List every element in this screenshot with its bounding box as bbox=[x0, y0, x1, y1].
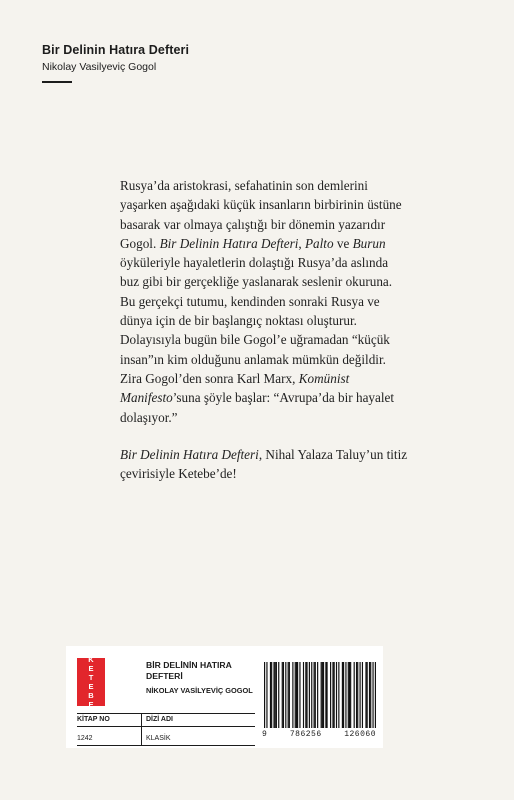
logo-letter: E bbox=[88, 664, 94, 673]
barcode-bar bbox=[273, 662, 274, 728]
barcode-bar bbox=[334, 662, 335, 728]
paragraph-text: , Nihal Yalaza Taluy’un titiz çevirisiyle Ketebe’de! bbox=[120, 446, 408, 482]
col-header-book-no: KİTAP NO bbox=[77, 716, 110, 723]
book-header bbox=[42, 43, 189, 83]
col-header-series: DİZİ ADI bbox=[146, 716, 173, 723]
barcode-bar bbox=[322, 662, 323, 728]
barcode-bar bbox=[297, 662, 298, 728]
blurb-paragraph-1 bbox=[120, 176, 410, 427]
barcode-bar bbox=[350, 662, 351, 728]
header-rule bbox=[42, 81, 72, 83]
barcode-bar bbox=[359, 662, 360, 728]
barcode-bar bbox=[349, 662, 350, 728]
label-divider-bottom bbox=[77, 745, 255, 746]
italic-title-text: Bir Delinin Hatıra Defteri bbox=[120, 446, 259, 462]
book-title: Bir Delinin Hatıra Defteri bbox=[42, 43, 190, 57]
publisher-logo bbox=[77, 655, 105, 709]
barcode-bar bbox=[305, 662, 306, 728]
barcode-bar bbox=[348, 662, 349, 728]
barcode-bar bbox=[365, 662, 366, 728]
paragraph-text: Rusya’da aristokrasi, sefahatinin son demlerini yaşarken aşağıdaki küçük insanların birbirinin üstüne basarak var olmaya çalıştığı bir dönemin yazarıdır Gogol. bbox=[120, 178, 402, 251]
barcode-bar bbox=[285, 662, 286, 728]
label-column-divider bbox=[141, 713, 142, 745]
blurb-paragraph-2 bbox=[120, 445, 410, 484]
barcode-bar bbox=[303, 662, 304, 728]
barcode-bar bbox=[323, 662, 324, 728]
barcode-bar bbox=[292, 662, 293, 728]
barcode-bar bbox=[325, 662, 326, 728]
barcode-bar bbox=[332, 662, 333, 728]
barcode-bar bbox=[278, 662, 279, 728]
barcode-bar bbox=[369, 662, 370, 728]
barcode-bar bbox=[283, 662, 284, 728]
barcode-bar bbox=[314, 662, 315, 728]
italic-title-text: Komünist Manifesto bbox=[120, 370, 350, 406]
barcode-bar bbox=[275, 662, 276, 728]
barcode-bar bbox=[306, 662, 307, 728]
label-divider-top bbox=[77, 713, 255, 714]
barcode-bar bbox=[336, 662, 337, 728]
series-name: KLASİK bbox=[146, 735, 171, 742]
book-author: Nikolay Vasilyeviç Gogol bbox=[42, 61, 157, 73]
logo-letter: T bbox=[88, 673, 94, 682]
barcode-bar bbox=[317, 662, 318, 728]
barcode-bar bbox=[309, 662, 310, 728]
barcode-bar bbox=[338, 662, 339, 728]
logo-letter: K bbox=[88, 655, 94, 664]
paragraph-text: , bbox=[298, 235, 305, 251]
barcode-bar bbox=[299, 662, 300, 728]
barcode-bar bbox=[288, 662, 289, 728]
barcode-bar bbox=[342, 662, 343, 728]
barcode-digit-group: 9 bbox=[262, 730, 268, 739]
paragraph-text: ’suna şöyle başlar: “Avrupa’da bir hayalet dolaşıyor.” bbox=[120, 390, 395, 425]
barcode-bar bbox=[354, 662, 355, 728]
barcode-bar bbox=[315, 662, 316, 728]
catalog-label bbox=[66, 646, 383, 748]
barcode-bar bbox=[296, 662, 297, 728]
barcode-digit-group: 786256 bbox=[289, 730, 322, 739]
barcode-number bbox=[262, 730, 376, 739]
barcode-bar bbox=[343, 662, 344, 728]
barcode-bar bbox=[330, 662, 331, 728]
paragraph-text: ve bbox=[333, 235, 353, 251]
logo-letter: B bbox=[88, 691, 94, 700]
label-author: NİKOLAY VASİLYEVİÇ GOGOL bbox=[146, 686, 253, 695]
barcode-bar bbox=[362, 662, 363, 728]
barcode-bar bbox=[345, 662, 346, 728]
logo-letter: E bbox=[88, 700, 94, 709]
barcode-bar bbox=[356, 662, 357, 728]
barcode bbox=[264, 662, 376, 732]
barcode-bar bbox=[266, 662, 267, 728]
logo-letter: E bbox=[88, 682, 94, 691]
barcode-bar bbox=[321, 662, 322, 728]
paragraph-text: öyküleriyle hayaletlerin dolaştığı Rusya’da aslında buz gibi bir gerçekliğe yaslanarak seslenir okuruna. Bu gerçekçi tutumu, kendinden sonraki Rusya ve dünya için de bir başlangıç noktası oluşturur. Dolayısıyla bugün bile Gogol’e uğramadan “küçük insan”ın kim olduğunu anlamak mümkün değildir. Zira Gogol’den sonra Karl Marx, bbox=[120, 255, 393, 386]
italic-title-text: Burun bbox=[352, 235, 386, 251]
barcode-bar bbox=[357, 662, 358, 728]
barcode-bar bbox=[270, 662, 271, 728]
barcode-bar bbox=[375, 662, 376, 728]
italic-title-text: Bir Delinin Hatıra Defteri bbox=[159, 235, 299, 251]
barcode-bar bbox=[264, 662, 265, 728]
barcode-bar bbox=[271, 662, 272, 728]
back-cover-blurb bbox=[120, 176, 410, 501]
italic-title-text: Palto bbox=[304, 235, 334, 251]
barcode-bar bbox=[282, 662, 283, 728]
barcode-bar bbox=[276, 662, 277, 728]
label-divider-middle bbox=[77, 726, 255, 727]
label-title: BİR DELİNİN HATIRA DEFTERİ bbox=[146, 660, 232, 681]
barcode-bar bbox=[311, 662, 312, 728]
barcode-bar bbox=[370, 662, 371, 728]
barcode-bar bbox=[295, 662, 296, 728]
book-number: 1242 bbox=[77, 735, 93, 742]
barcode-bar bbox=[289, 662, 290, 728]
barcode-bar bbox=[326, 662, 327, 728]
barcode-bar bbox=[372, 662, 373, 728]
barcode-bar bbox=[367, 662, 368, 728]
barcode-digit-group: 126060 bbox=[344, 730, 376, 739]
